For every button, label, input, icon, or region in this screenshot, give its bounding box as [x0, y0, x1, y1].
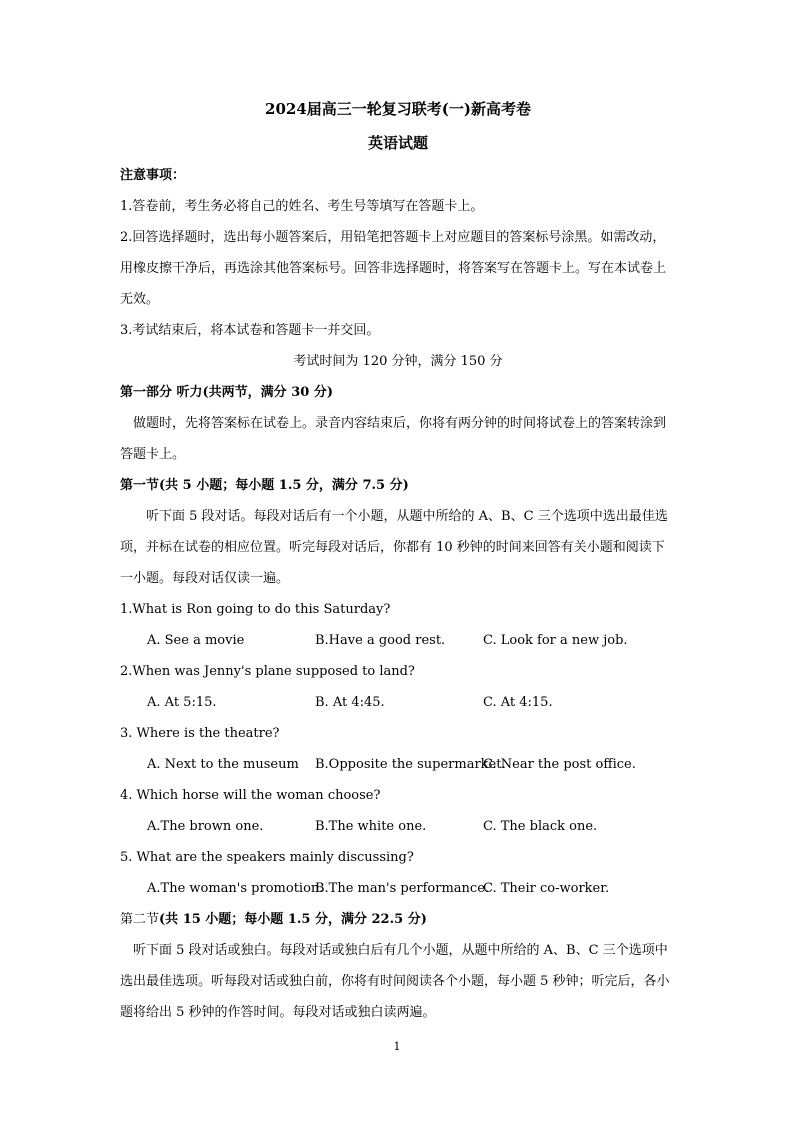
section2-heading	[120, 904, 676, 935]
part1-intro: 做题时，先将答案标在试卷上。录音内容结束后，你将有两分钟的时间将试卷上的答案转涂到答题卡上。	[120, 416, 667, 462]
option-b: B.The man's performance.	[315, 881, 490, 896]
question-options	[120, 687, 676, 718]
question-stem: 1.What is Ron going to do this Saturday?	[120, 602, 391, 617]
question-options	[120, 625, 676, 656]
exam-title: 2024届高三一轮复习联考(一)新高考卷	[265, 100, 531, 118]
option-a: A. Next to the museum	[147, 757, 299, 772]
part1-heading: 第一部分 听力(共两节，满分 30 分)	[120, 385, 333, 400]
question-1	[120, 594, 676, 656]
option-a: A. See a movie	[147, 633, 245, 648]
option-c: C. Look for a new job.	[483, 633, 628, 648]
question-stem: 4. Which horse will the woman choose?	[120, 788, 381, 803]
question-options	[120, 873, 676, 904]
time-info: 考试时间为 120 分钟，满分 150 分	[293, 354, 503, 369]
question-stem: 3. Where is the theatre?	[120, 726, 280, 741]
exam-page	[120, 92, 676, 1028]
option-a: A.The brown one.	[147, 819, 264, 834]
section2-heading-lead: 第二节	[120, 912, 160, 927]
question-options	[120, 811, 676, 842]
option-b: B.Have a good rest.	[315, 633, 446, 648]
option-b: B. At 4:45.	[315, 695, 385, 710]
question-options	[120, 749, 676, 780]
option-c: C. The black one.	[483, 819, 598, 834]
notice-item-2: 2.回答选择题时，选出每小题答案后，用铅笔把答题卡上对应题目的答案标号涂黑。如需改动，用橡皮擦干净后，再选涂其他答案标号。回答非选择题时，将答案写在答题卡上。写在本试卷上无效。	[120, 230, 667, 307]
section2-instructions: 听下面 5 段对话或独白。每段对话或独白后有几个小题，从题中所给的 A、B、C 三个选项中选出最佳选项。听每段对话或独白前，你将有时间阅读各个小题，每小题 5 秒钟；听完后，各小题将给出 5 秒钟的作答时间。每段对话或独白读两遍。	[120, 943, 670, 1020]
section1-heading: 第一节(共 5 小题；每小题 1.5 分，满分 7.5 分)	[120, 478, 409, 493]
option-c: C. Near the post office.	[483, 757, 636, 772]
option-c: C. Their co-worker.	[483, 881, 610, 896]
option-a: A.The woman's promotion.	[147, 881, 324, 896]
option-b: B.The white one.	[315, 819, 427, 834]
option-c: C. At 4:15.	[483, 695, 553, 710]
notice-heading: 注意事项：	[120, 168, 186, 183]
section2-heading-rest: (共 15 小题；每小题 1.5 分，满分 22.5 分)	[159, 912, 427, 927]
notice-item-1: 1.答卷前，考生务必将自己的姓名、考生号等填写在答题卡上。	[120, 199, 484, 214]
question-stem: 2.When was Jenny's plane supposed to land?	[120, 664, 415, 679]
section1-instructions: 听下面 5 段对话。每段对话后有一个小题，从题中所给的 A、B、C 三个选项中选出最佳选项，并标在试卷的相应位置。听完每段对话后，你都有 10 秒钟的时间来回答有关小题和阅读下一小题。每段对话仅读一遍。	[120, 509, 668, 586]
question-5	[120, 842, 676, 904]
page-number: 1	[393, 1040, 401, 1053]
question-3	[120, 718, 676, 780]
question-4	[120, 780, 676, 842]
question-stem: 5. What are the speakers mainly discussing?	[120, 850, 414, 865]
option-b: B.Opposite the supermarket.	[315, 757, 506, 772]
option-a: A. At 5:15.	[147, 695, 217, 710]
subject-title: 英语试题	[367, 134, 428, 152]
question-2	[120, 656, 676, 718]
notice-item-3: 3.考试结束后，将本试卷和答题卡一并交回。	[120, 323, 380, 338]
